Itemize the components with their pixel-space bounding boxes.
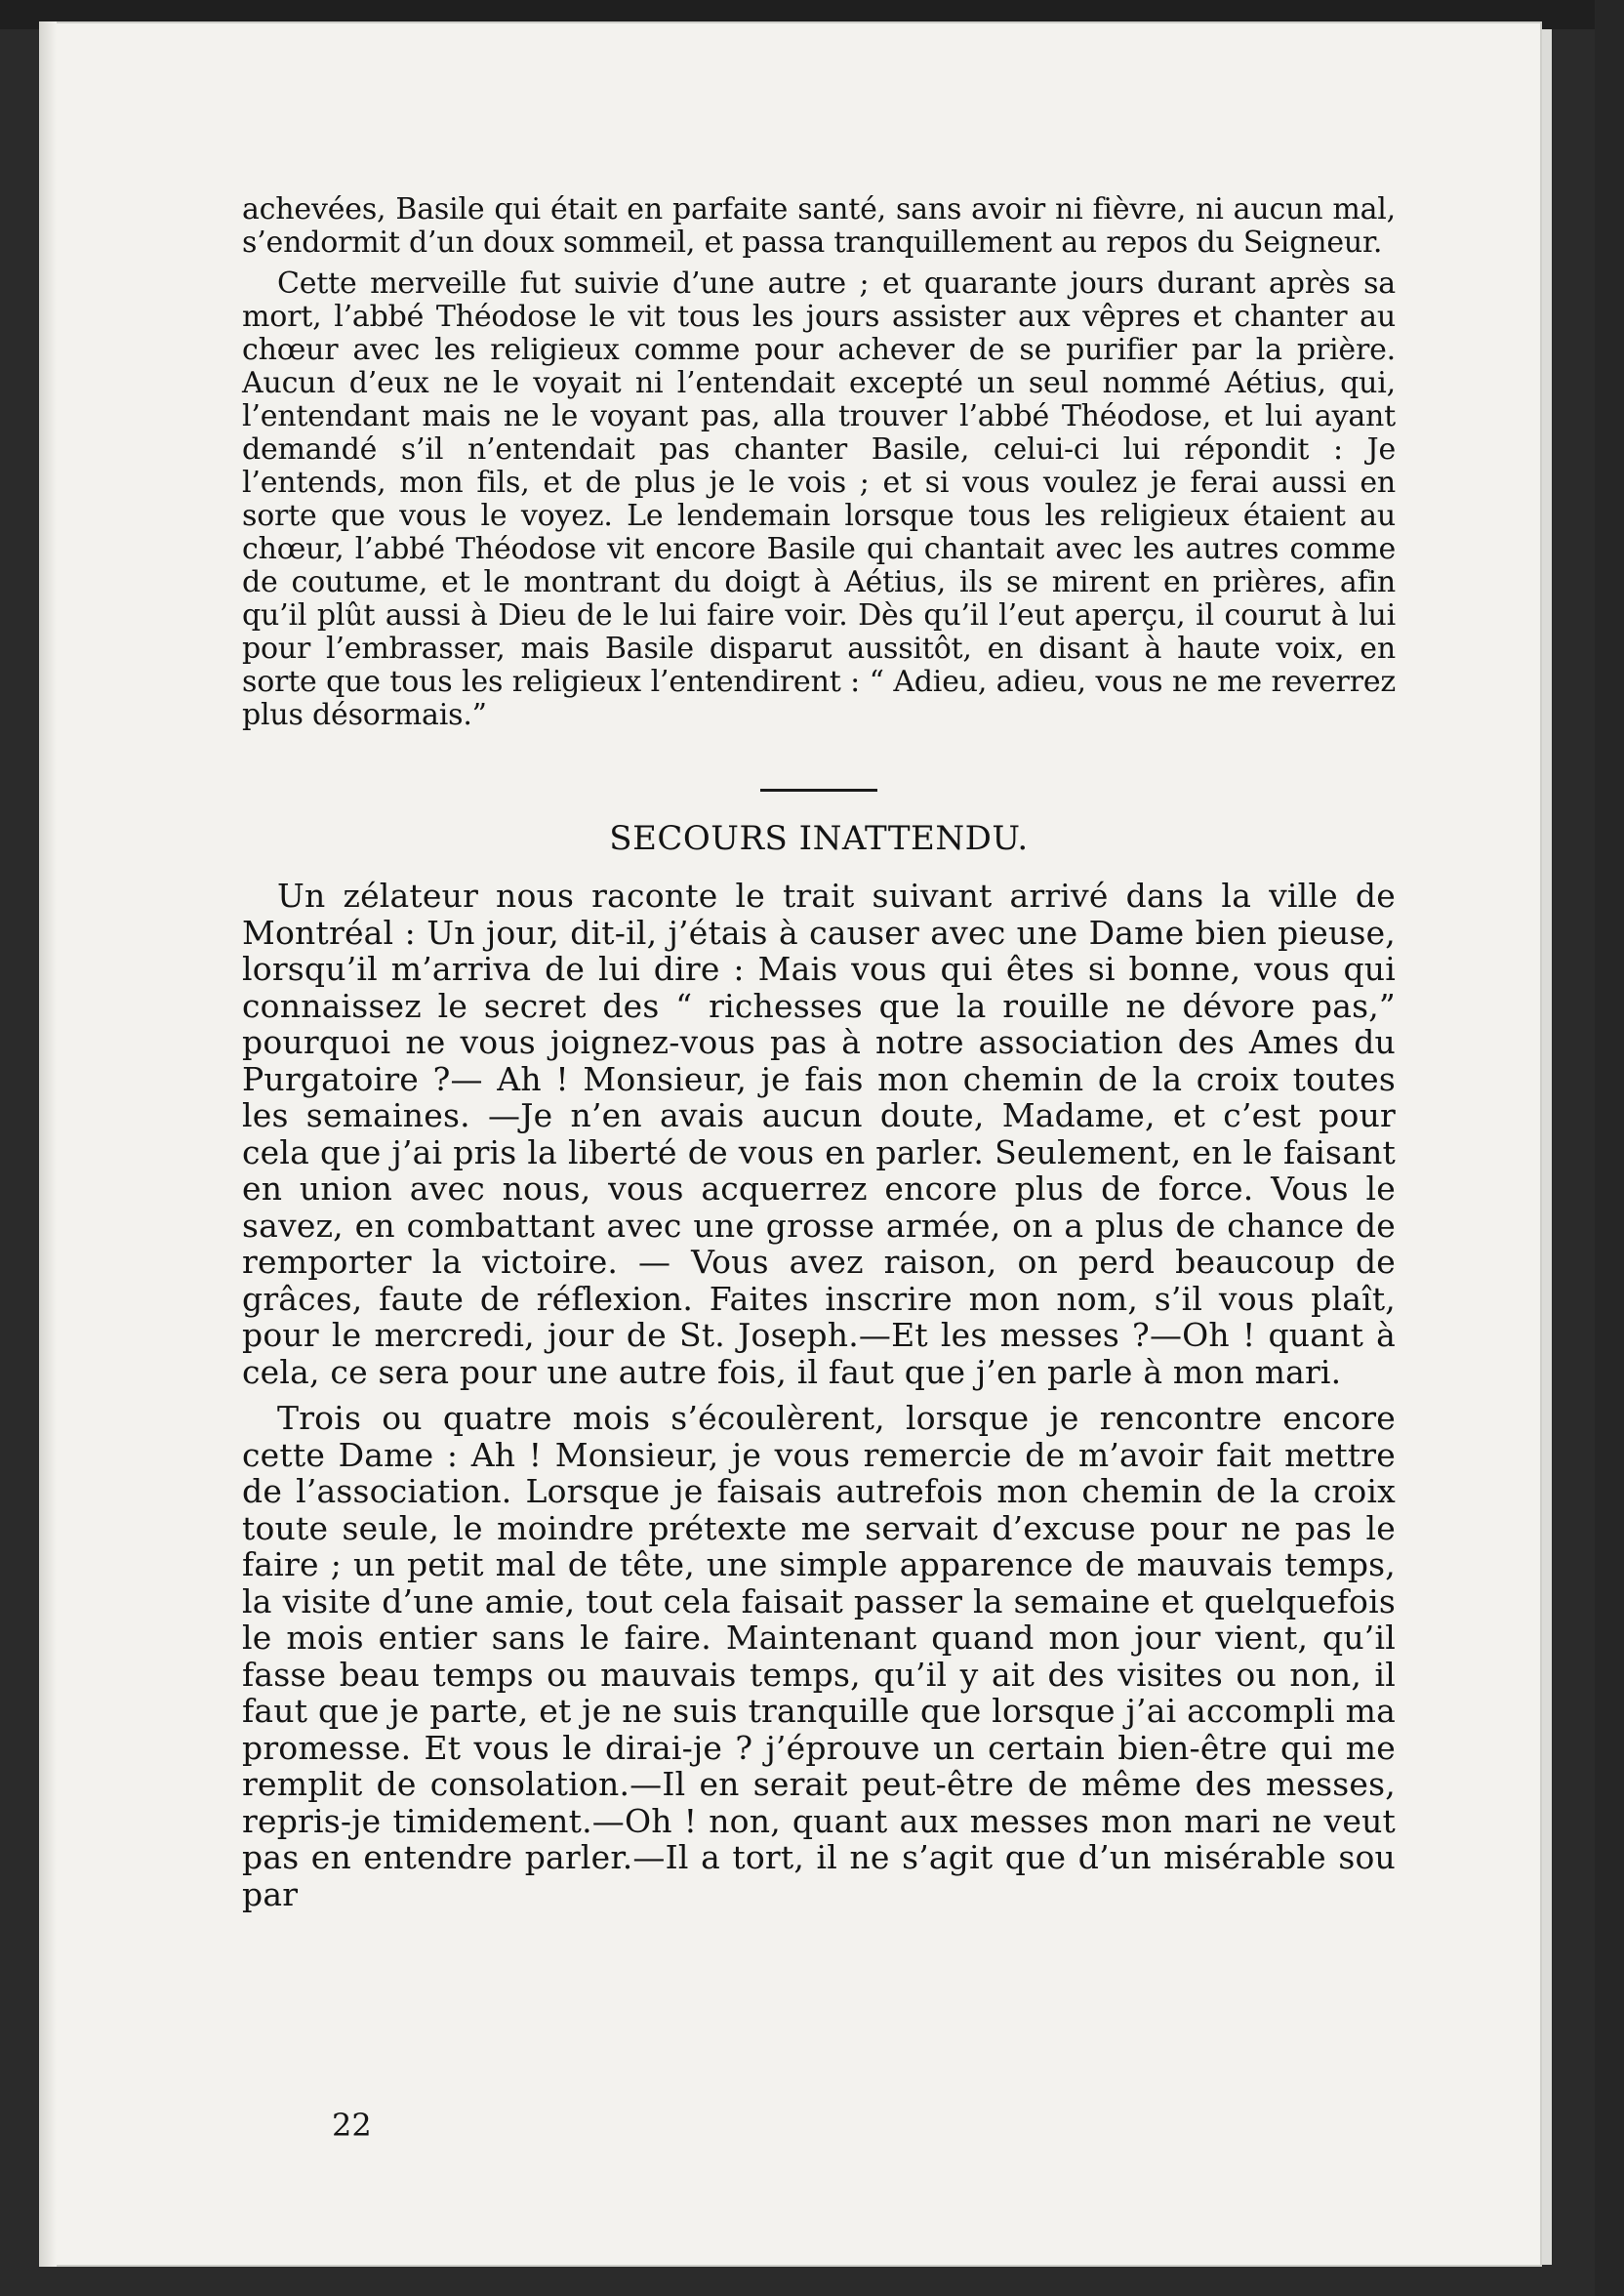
scan-backdrop-right (1595, 0, 1624, 2296)
page-number: 22 (332, 2107, 372, 2144)
paragraph-zelateur: Un zélateur nous raconte le trait suivant arrivé dans la ville de Montréal : Un jour, dit-il, j’étais à causer avec une Dame bien pieuse, lorsqu’il m’arriva de lui dire : Mais vous qui êtes si bonne, vous qui connaissez le secret des “ richesses que la rouille ne dévore pas,” pourquoi ne vous joignez-vous pas à notre association des Ames du Purgatoire ?— Ah ! Monsieur, je fais mon chemin de la croix toutes les semaines. —Je n’en avais aucun doute, Madame, et c’est pour cela que j’ai pris la liberté de vous en parler. Seulement, en le faisant en union avec nous, vous acquerrez encore plus de force. Vous le savez, en combattant avec une grosse armée, on a plus de chance de remporter la victoire. — Vous avez raison, on perd beaucoup de grâces, faute de réflexion. Faites inscrire mon nom, s’il vous plaît, pour le mercredi, jour de St. Joseph.—Et les messes ?—Oh ! quant à cela, ce sera pour une autre fois, il faut que j’en parle à mon mari. (242, 877, 1396, 1391)
paragraph-miracle: Cette merveille fut suivie d’une autre ; et quarante jours durant après sa mort, l’abbé Théodose le vit tous les jours assister aux vêpres et chanter au chœur avec les religieux comme pour achever de se purifier par la prière. Aucun d’eux ne le voyait ni l’entendait excepté un seul nommé Aétius, qui, l’entendant mais ne le voyant pas, alla trouver l’abbé Théodose, et lui ayant demandé s’il n’entendait pas chanter Basile, celui-ci lui répondit : Je l’entends, mon fils, et de plus je le vois ; et si vous voulez je ferai aussi en sorte que vous le voyez. Le lendemain lorsque tous les religieux étaient au chœur, l’abbé Théodose vit encore Basile qui chantait avec les autres comme de coutume, et le montrant du doigt à Aétius, ils se mirent en prières, afin qu’il plût aussi à Dieu de le lui faire voir. Dès qu’il l’eut aperçu, il courut à lui pour l’embrasser, mais Basile disparut aussitôt, en disant à haute voix, en sorte que tous les religieux l’entendirent : “ Adieu, adieu, vous ne me reverrez plus désormais.” (242, 266, 1396, 732)
paragraph-trois-mois: Trois ou quatre mois s’écoulèrent, lorsque je rencontre encore cette Dame : Ah ! Monsieur, je vous remercie de m’avoir fait mettre de l’association. Lorsque je faisais autrefois mon chemin de la croix toute seule, le moindre prétexte me servait d’excuse pour ne pas le faire ; un petit mal de tête, une simple apparence de mauvais temps, la visite d’une amie, tout cela faisait passer la semaine et quelquefois le mois entier sans le faire. Maintenant quand mon jour vient, qu’il fasse beau temps ou mauvais temps, qu’il y ait des visites ou non, il faut que je parte, et je ne suis tranquille que lorsque j’ai accompli ma promesse. Et vous le dirai-je ? j’éprouve un certain bien-être qui me remplit de consolation.—Il en serait peut-être de même des messes, repris-je timidement.—Oh ! non, quant aux messes mon mari ne veut pas en entendre parler.—Il a tort, il ne s’agit que d’un misérable sou par (242, 1399, 1396, 1913)
section-divider (760, 789, 877, 792)
paragraph-end-of-story: achevées, Basile qui était en parfaite santé, sans avoir ni fièvre, ni aucun mal, s’endormit d’un doux sommeil, et passa tranquillement au repos du Seigneur. (242, 192, 1396, 260)
section-heading: SECOURS INATTENDU. (609, 819, 1029, 858)
page-text (242, 193, 1396, 1912)
